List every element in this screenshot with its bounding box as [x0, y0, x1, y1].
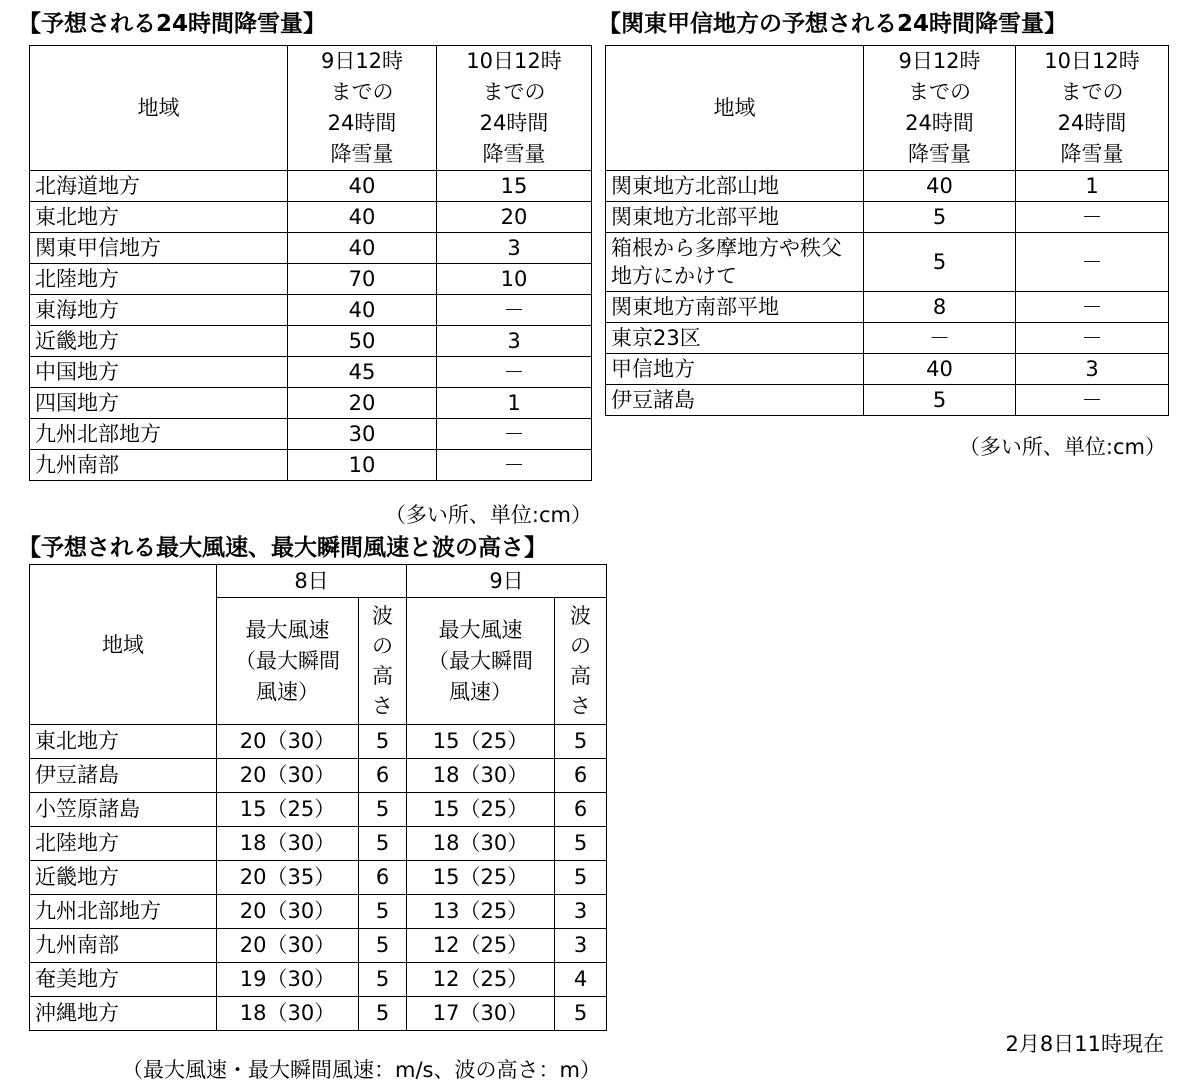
- value-cell: －: [437, 450, 592, 481]
- table-row: [30, 963, 607, 997]
- table-row: [30, 929, 607, 963]
- table-row: [30, 759, 607, 793]
- value-cell: 50: [288, 326, 437, 357]
- value-cell: 10: [288, 450, 437, 481]
- wave-cell: 5: [359, 963, 407, 997]
- kanto-table-title: 【関東甲信地方の予想される24時間降雪量】: [598, 11, 1068, 37]
- wind-cell: 15（25）: [407, 861, 555, 895]
- region-cell: 関東地方北部山地: [606, 171, 864, 202]
- table-row: [606, 202, 1169, 233]
- wave-cell: 5: [359, 793, 407, 827]
- region-cell: 関東甲信地方: [30, 233, 288, 264]
- wave-cell: 6: [359, 861, 407, 895]
- table-row: [30, 357, 592, 388]
- region-cell: 奄美地方: [30, 963, 217, 997]
- table-row: [30, 827, 607, 861]
- wave-cell: 5: [555, 861, 607, 895]
- table-row: [30, 419, 592, 450]
- value-cell: 3: [437, 233, 592, 264]
- table-row: [606, 292, 1169, 323]
- region-cell: 中国地方: [30, 357, 288, 388]
- wind-speed-header-d9: 最大風速 （最大瞬間 風速）: [407, 598, 555, 725]
- value-cell: 5: [864, 385, 1016, 416]
- wave-height-header-d8: 波 の 高 さ: [359, 598, 407, 725]
- table-row: [30, 171, 592, 202]
- wind-cell: 20（35）: [217, 861, 359, 895]
- table-row: [30, 326, 592, 357]
- value-cell: －: [1016, 385, 1169, 416]
- value-cell: 40: [288, 233, 437, 264]
- table-row: [30, 450, 592, 481]
- value-cell: 30: [288, 419, 437, 450]
- wave-cell: 5: [555, 827, 607, 861]
- wind-cell: 20（30）: [217, 759, 359, 793]
- wind-speed-header-d8: 最大風速 （最大瞬間 風速）: [217, 598, 359, 725]
- value-cell: 40: [864, 171, 1016, 202]
- value-cell: 5: [864, 233, 1016, 292]
- kanto-unit-note: （多い所、単位:cm）: [958, 435, 1166, 459]
- region-cell: 北陸地方: [30, 827, 217, 861]
- table-row: [30, 861, 607, 895]
- value-cell: －: [437, 295, 592, 326]
- snow-unit-note: （多い所、単位:cm）: [384, 503, 592, 527]
- wind-cell: 18（30）: [407, 827, 555, 861]
- day8-header: 8日: [217, 565, 407, 598]
- region-cell: 九州北部地方: [30, 419, 288, 450]
- region-cell: 東北地方: [30, 202, 288, 233]
- wind-cell: 20（30）: [217, 725, 359, 759]
- wave-cell: 3: [555, 929, 607, 963]
- value-cell: －: [1016, 323, 1169, 354]
- table-row: [606, 385, 1169, 416]
- wind-cell: 15（25）: [407, 793, 555, 827]
- value-cell: 20: [288, 388, 437, 419]
- region-header: 地域: [606, 46, 864, 171]
- value-cell: 40: [288, 202, 437, 233]
- snow-table-header: [30, 46, 592, 171]
- region-cell: 伊豆諸島: [606, 385, 864, 416]
- region-cell: 近畿地方: [30, 326, 288, 357]
- wave-cell: 5: [359, 725, 407, 759]
- table-row: [30, 202, 592, 233]
- table-row: [30, 264, 592, 295]
- wave-cell: 6: [555, 759, 607, 793]
- d9-snow-header: 9日12時 までの 24時間 降雪量: [288, 46, 437, 171]
- region-cell: 東北地方: [30, 725, 217, 759]
- region-cell: 甲信地方: [606, 354, 864, 385]
- wind-cell: 20（30）: [217, 895, 359, 929]
- wind-cell: 12（25）: [407, 929, 555, 963]
- wind-unit-note: （最大風速・最大瞬間風速：m/s、波の高さ：m）: [122, 1058, 601, 1082]
- wind-cell: 15（25）: [407, 725, 555, 759]
- value-cell: 1: [437, 388, 592, 419]
- table-row: [30, 295, 592, 326]
- timestamp: 2月8日11時現在: [1005, 1032, 1164, 1056]
- region-cell: 沖縄地方: [30, 997, 217, 1031]
- wave-cell: 5: [555, 997, 607, 1031]
- value-cell: －: [437, 419, 592, 450]
- snow-table: [29, 45, 592, 481]
- kanto-snow-table: [605, 45, 1169, 416]
- region-cell: 東京23区: [606, 323, 864, 354]
- table-row: [606, 171, 1169, 202]
- region-cell: 伊豆諸島: [30, 759, 217, 793]
- value-cell: 8: [864, 292, 1016, 323]
- table-row: [30, 233, 592, 264]
- table-row: [30, 725, 607, 759]
- wind-cell: 12（25）: [407, 963, 555, 997]
- day9-header: 9日: [407, 565, 607, 598]
- wave-cell: 5: [555, 725, 607, 759]
- snow-table-title: 【予想される24時間降雪量】: [18, 11, 327, 37]
- value-cell: 15: [437, 171, 592, 202]
- wave-cell: 5: [359, 895, 407, 929]
- wave-height-header-d9: 波 の 高 さ: [555, 598, 607, 725]
- wind-cell: 17（30）: [407, 997, 555, 1031]
- wind-cell: 18（30）: [217, 827, 359, 861]
- table-row: [30, 997, 607, 1031]
- value-cell: 3: [437, 326, 592, 357]
- value-cell: －: [437, 357, 592, 388]
- d10-snow-header: 10日12時 までの 24時間 降雪量: [1016, 46, 1169, 171]
- region-cell: 四国地方: [30, 388, 288, 419]
- region-cell: 九州南部: [30, 929, 217, 963]
- wind-wave-table: [29, 564, 607, 1031]
- d10-snow-header: 10日12時 までの 24時間 降雪量: [437, 46, 592, 171]
- wind-table-title: 【予想される最大風速、最大瞬間風速と波の高さ】: [18, 535, 547, 561]
- wave-cell: 6: [359, 759, 407, 793]
- day-header-row: [30, 565, 607, 598]
- kanto-table-header: [606, 46, 1169, 171]
- wave-cell: 4: [555, 963, 607, 997]
- value-cell: 1: [1016, 171, 1169, 202]
- wind-cell: 13（25）: [407, 895, 555, 929]
- wave-cell: 5: [359, 827, 407, 861]
- value-cell: －: [864, 323, 1016, 354]
- region-cell: 小笠原諸島: [30, 793, 217, 827]
- value-cell: 40: [864, 354, 1016, 385]
- region-cell: 関東地方南部平地: [606, 292, 864, 323]
- wind-cell: 18（30）: [407, 759, 555, 793]
- wind-cell: 15（25）: [217, 793, 359, 827]
- wave-cell: 5: [359, 929, 407, 963]
- table-row: [606, 323, 1169, 354]
- region-cell: 九州北部地方: [30, 895, 217, 929]
- value-cell: 10: [437, 264, 592, 295]
- wave-cell: 3: [555, 895, 607, 929]
- d9-snow-header: 9日12時 までの 24時間 降雪量: [864, 46, 1016, 171]
- table-row: [30, 895, 607, 929]
- value-cell: 40: [288, 295, 437, 326]
- region-cell: 九州南部: [30, 450, 288, 481]
- wave-cell: 6: [555, 793, 607, 827]
- value-cell: 20: [437, 202, 592, 233]
- value-cell: 5: [864, 202, 1016, 233]
- table-row: [606, 233, 1169, 292]
- value-cell: －: [1016, 233, 1169, 292]
- region-cell: 北海道地方: [30, 171, 288, 202]
- wind-cell: 18（30）: [217, 997, 359, 1031]
- region-cell: 東海地方: [30, 295, 288, 326]
- wind-cell: 20（30）: [217, 929, 359, 963]
- table-row: [30, 793, 607, 827]
- value-cell: －: [1016, 202, 1169, 233]
- table-row: [30, 388, 592, 419]
- value-cell: 70: [288, 264, 437, 295]
- region-header: 地域: [30, 46, 288, 171]
- region-header: 地域: [30, 565, 217, 725]
- region-cell: 北陸地方: [30, 264, 288, 295]
- region-cell: 関東地方北部平地: [606, 202, 864, 233]
- value-cell: 3: [1016, 354, 1169, 385]
- region-cell: 箱根から多摩地方や秩父地方にかけて: [606, 233, 864, 292]
- value-cell: 40: [288, 171, 437, 202]
- region-cell: 近畿地方: [30, 861, 217, 895]
- value-cell: 45: [288, 357, 437, 388]
- wave-cell: 5: [359, 997, 407, 1031]
- wind-cell: 19（30）: [217, 963, 359, 997]
- value-cell: －: [1016, 292, 1169, 323]
- table-row: [606, 354, 1169, 385]
